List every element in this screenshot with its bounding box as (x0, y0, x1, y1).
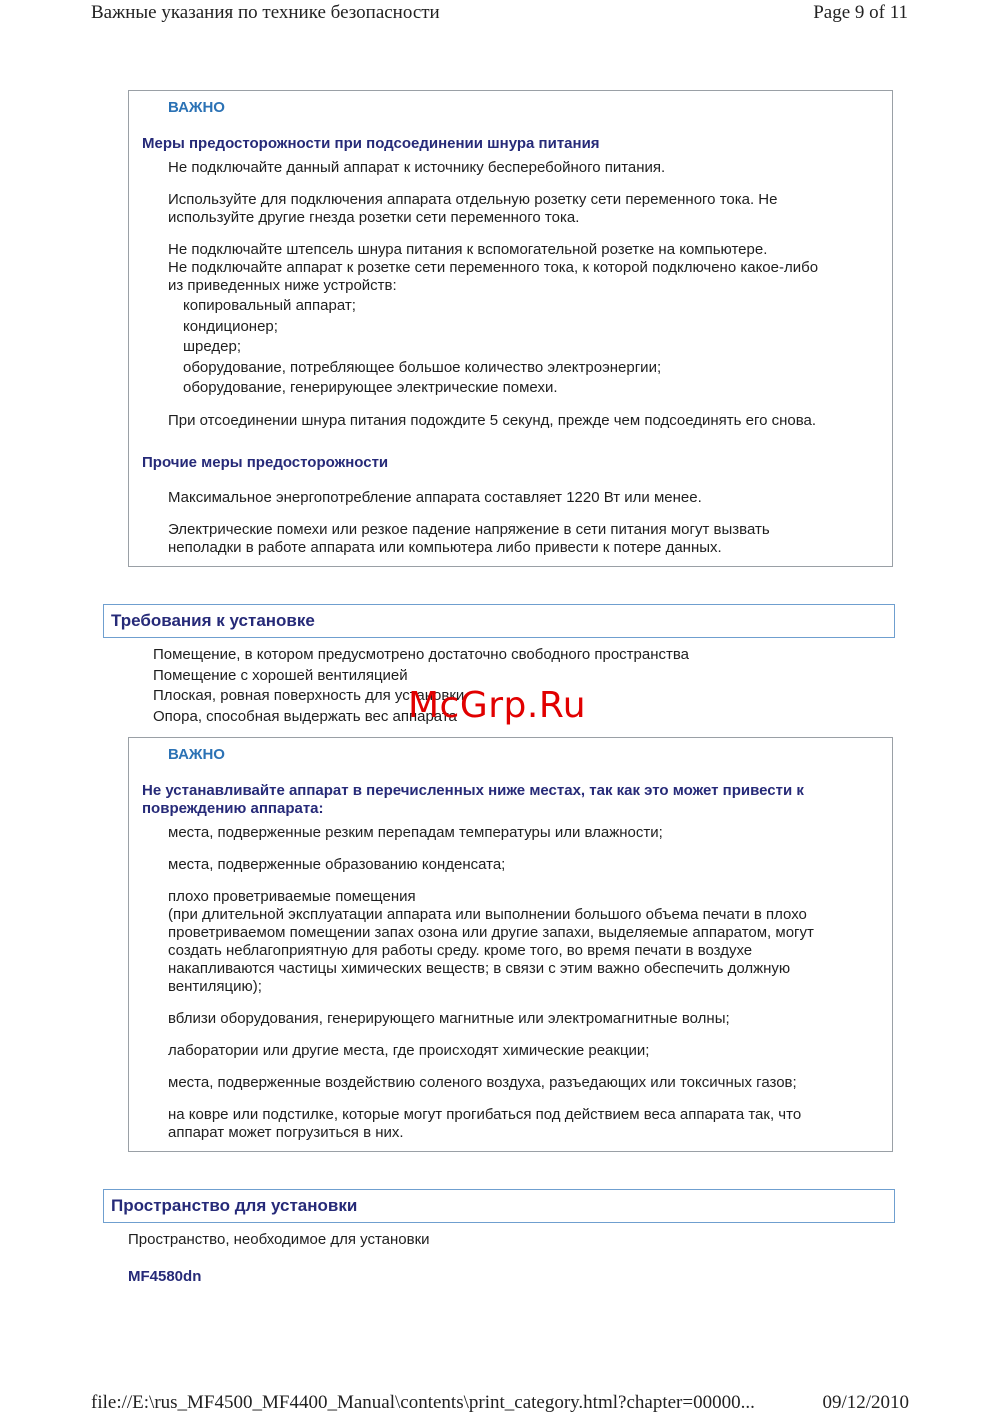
text-line: повреждению аппарата: (142, 800, 324, 817)
text-line: создать неблагоприятную для работы среду. кроме того, во время печати в воздухе (168, 942, 753, 959)
list-item: Плоская, ровная поверхность для установки (153, 687, 465, 704)
footer-file-path: file://E:\rus_MF4500_MF4400_Manual\contents\print_category.html?chapter=00000... (91, 1392, 755, 1413)
location-item-5: лаборатории или другие места, где происходят химические реакции; (168, 1042, 650, 1059)
page-header-title: Важные указания по технике безопасности (91, 2, 440, 23)
section-header-installation-space (103, 1189, 895, 1223)
power-paragraph-4: При отсоединении шнура питания подождите 5 секунд, прежде чем подсоединять его снова. (168, 412, 817, 429)
section-header-installation-requirements (103, 604, 895, 638)
text-line: плохо проветриваемые помещения (168, 888, 416, 905)
list-item: шредер; (183, 338, 241, 355)
list-item: Помещение, в котором предусмотрено достаточно свободного пространства (153, 646, 690, 663)
text-line: Используйте для подключения аппарата отдельную розетку сети переменного тока. Не (168, 191, 778, 208)
text-line: накапливаются частицы химических веществ; в связи с этим важно обеспечить должную (168, 960, 791, 977)
location-item-6: места, подверженные воздействию соленого воздуха, разъедающих или токсичных газов; (168, 1074, 797, 1091)
text-line: на ковре или подстилке, которые могут прогибаться под действием веса аппарата так, что (168, 1106, 802, 1123)
list-item: Помещение с хорошей вентиляцией (153, 666, 408, 684)
section-title: Требования к установке (111, 611, 315, 630)
other-paragraph-1: Максимальное энергопотребление аппарата составляет 1220 Вт или менее. (168, 489, 702, 506)
location-item-3 (168, 888, 814, 996)
text-line: Не подключайте штепсель шнура питания к вспомогательной розетке на компьютере. (168, 241, 768, 258)
location-item-7 (168, 1106, 801, 1142)
location-item-4: вблизи оборудования, генерирующего магнитные или электромагнитные волны; (168, 1010, 730, 1027)
installation-space-text: Пространство, необходимое для установки (128, 1231, 430, 1248)
text-line: неполадки в работе аппарата или компьютера либо привести к потере данных. (168, 539, 722, 556)
power-paragraph-2 (168, 191, 777, 227)
text-line: из приведенных ниже устройств: (168, 277, 397, 294)
page-number: Page 9 of 11 (813, 2, 908, 23)
list-item: оборудование, потребляющее большое количество электроэнергии; (183, 358, 662, 376)
important-label: ВАЖНО (168, 99, 225, 116)
list-item: кондиционер; (183, 317, 278, 335)
location-item-1: места, подверженные резким перепадам температуры или влажности; (168, 824, 663, 841)
list-item: Опора, способная выдержать вес аппарата (153, 707, 457, 725)
text-line: вентиляцию); (168, 978, 262, 995)
other-paragraph-2 (168, 521, 770, 557)
text-line: Не устанавливайте аппарат в перечисленных ниже местах, так как это может привести к (142, 782, 804, 799)
list-item: копировальный аппарат; (183, 297, 356, 314)
location-warning-heading (142, 782, 804, 818)
location-item-2: места, подверженные образованию конденсата; (168, 856, 506, 873)
device-list (183, 296, 661, 399)
section-title: Пространство для установки (111, 1196, 358, 1215)
power-paragraph-1: Не подключайте данный аппарат к источнику бесперебойного питания. (168, 159, 666, 176)
text-line: аппарат может погрузиться в них. (168, 1124, 404, 1141)
list-item: оборудование, генерирующее электрические помехи. (183, 379, 558, 396)
text-line: используйте другие гнезда розетки сети переменного тока. (168, 209, 580, 226)
text-line: Не подключайте аппарат к розетке сети переменного тока, к которой подключено какое-либо (168, 259, 819, 276)
other-precautions-heading: Прочие меры предосторожности (142, 454, 389, 471)
footer-date: 09/12/2010 (822, 1392, 909, 1413)
text-line: (при длительной эксплуатации аппарата или выполнении большого объема печати в плохо (168, 906, 807, 923)
important-label: ВАЖНО (168, 746, 225, 763)
watermark-logo: McGrp.Ru (408, 685, 587, 726)
model-name: MF4580dn (128, 1268, 202, 1285)
text-line: проветриваемом помещении запах озона или другие запахи, выделяемые аппаратом, могут (168, 924, 814, 941)
power-cord-heading: Меры предосторожности при подсоединении шнура питания (142, 135, 600, 152)
text-line: Электрические помехи или резкое падение напряжение в сети питания могут вызвать (168, 521, 770, 538)
power-paragraph-3 (168, 241, 818, 295)
